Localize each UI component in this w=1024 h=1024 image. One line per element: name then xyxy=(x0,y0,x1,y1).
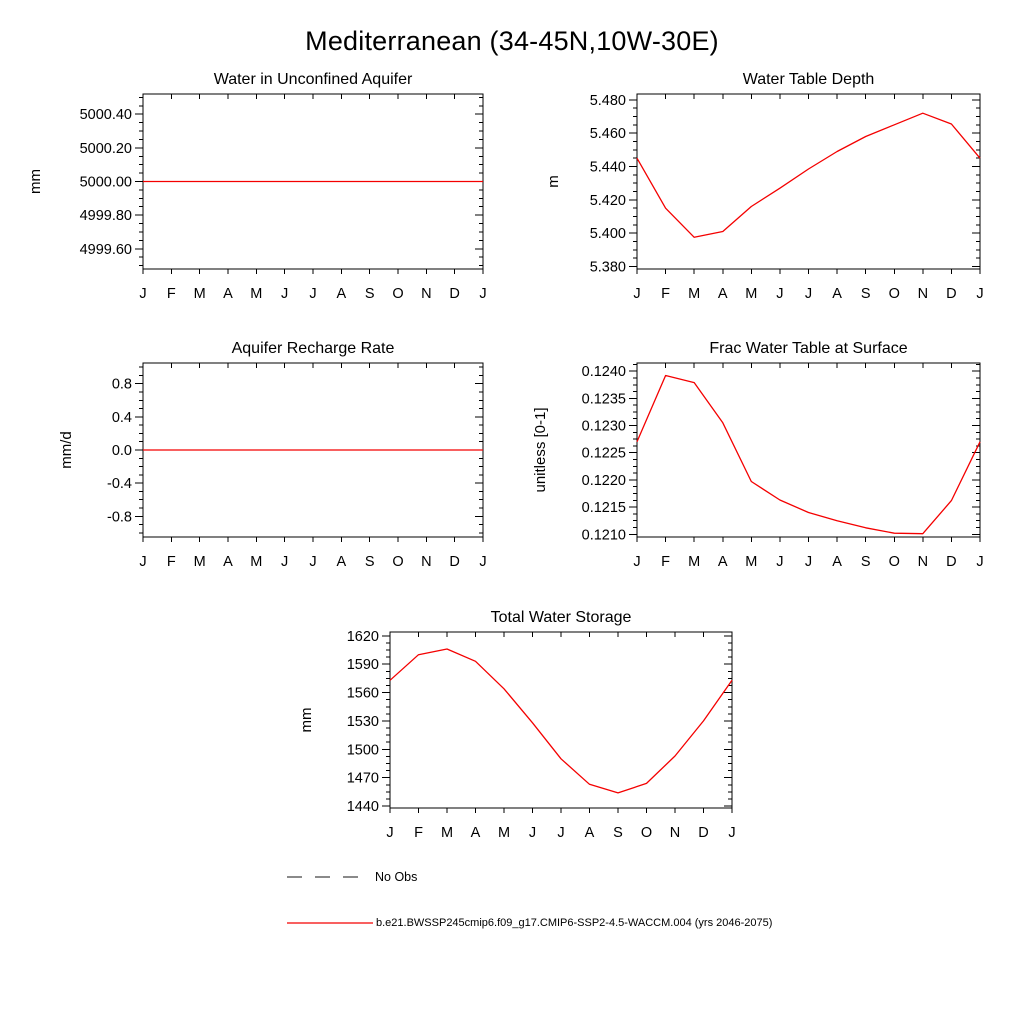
y-tick-label: 5.460 xyxy=(589,126,626,143)
x-tick-label: F xyxy=(414,825,423,841)
x-tick-label: J xyxy=(479,286,487,302)
x-tick-label: N xyxy=(917,286,929,302)
no-obs-label: No Obs xyxy=(375,870,418,884)
x-tick-label: N xyxy=(669,825,681,841)
x-tick-label: S xyxy=(860,554,871,570)
x-tick-label: M xyxy=(440,825,454,841)
x-tick-label: N xyxy=(917,554,929,570)
y-tick-label: 0.1225 xyxy=(581,445,626,462)
x-tick-label: N xyxy=(421,286,432,302)
plot-frame xyxy=(637,94,980,269)
plot-frame xyxy=(637,363,980,537)
y-axis-unit-label: mm/d xyxy=(58,431,75,469)
x-tick-label: J xyxy=(776,286,784,302)
y-axis-unit-label: mm xyxy=(27,169,44,194)
chart-title: Total Water Storage xyxy=(490,609,632,626)
y-tick-label: 5.400 xyxy=(589,226,626,243)
y-tick-label: 0.4 xyxy=(111,409,132,426)
x-tick-label: J xyxy=(633,286,641,302)
x-tick-label: F xyxy=(166,554,176,570)
x-tick-label: A xyxy=(717,286,728,302)
x-tick-label: J xyxy=(309,554,317,570)
x-tick-label: J xyxy=(633,554,641,570)
x-tick-label: O xyxy=(392,554,404,570)
x-tick-label: J xyxy=(976,286,984,302)
no-obs-swatch xyxy=(287,870,362,884)
x-tick-label: S xyxy=(364,554,375,570)
x-tick-label: A xyxy=(832,554,842,570)
y-tick-label: 1530 xyxy=(346,713,379,730)
y-tick-label: 1560 xyxy=(346,685,379,702)
x-tick-label: J xyxy=(386,825,394,841)
y-tick-label: 0.1230 xyxy=(581,418,626,435)
x-tick-label: S xyxy=(613,825,623,841)
chart-title: Frac Water Table at Surface xyxy=(709,340,908,357)
y-tick-label: 0.1240 xyxy=(581,364,626,381)
x-tick-label: A xyxy=(336,554,347,570)
y-tick-label: 5000.00 xyxy=(79,174,132,191)
x-tick-label: S xyxy=(860,286,871,302)
y-tick-label: 5.480 xyxy=(589,92,626,109)
series-line-model xyxy=(390,649,732,793)
x-tick-label: M xyxy=(688,286,701,302)
x-tick-label: F xyxy=(166,286,176,302)
chart-title: Aquifer Recharge Rate xyxy=(231,340,395,357)
x-tick-label: J xyxy=(139,286,147,302)
y-tick-label: -0.8 xyxy=(107,509,132,526)
chart-title: Water Table Depth xyxy=(742,71,875,88)
x-tick-label: D xyxy=(449,554,460,570)
x-tick-label: J xyxy=(804,286,813,302)
x-tick-label: J xyxy=(528,825,537,841)
x-tick-label: D xyxy=(946,286,957,302)
x-tick-label: M xyxy=(688,554,701,570)
y-tick-label: 1590 xyxy=(346,657,379,674)
x-tick-label: S xyxy=(364,286,375,302)
x-tick-label: J xyxy=(976,554,984,570)
x-tick-label: M xyxy=(193,554,206,570)
x-tick-label: M xyxy=(497,825,511,841)
y-tick-label: 1440 xyxy=(346,799,379,816)
x-tick-label: J xyxy=(479,554,487,570)
plot-frame xyxy=(390,632,732,808)
legend-entry-model-run xyxy=(287,916,772,930)
x-tick-label: O xyxy=(640,825,653,841)
y-axis-unit-label: mm xyxy=(298,707,315,733)
x-tick-label: J xyxy=(139,554,147,570)
y-tick-label: 0.0 xyxy=(111,443,132,459)
x-tick-label: N xyxy=(421,554,432,570)
x-tick-label: A xyxy=(832,286,842,302)
model-swatch xyxy=(287,916,373,930)
series-line-model xyxy=(637,376,980,534)
y-tick-label: 5000.20 xyxy=(79,140,132,157)
model-run-label: b.e21.BWSSP245cmip6.f09_g17.CMIP6-SSP2-4.5-WACCM.004 (yrs 2046-2075) xyxy=(376,917,773,929)
y-tick-label: 1620 xyxy=(346,628,379,645)
x-tick-label: J xyxy=(557,825,565,841)
x-tick-label: A xyxy=(470,825,481,841)
y-tick-label: 5.420 xyxy=(589,192,626,209)
x-tick-label: M xyxy=(745,286,758,302)
y-tick-label: 0.1215 xyxy=(581,500,626,517)
chart-total-water-storage xyxy=(298,609,736,841)
y-tick-label: 0.8 xyxy=(111,376,132,393)
x-tick-label: A xyxy=(223,286,233,302)
y-tick-label: 5.380 xyxy=(589,259,626,276)
x-tick-label: D xyxy=(946,554,957,570)
y-tick-label: 5000.40 xyxy=(79,107,132,124)
legend-entry-no-obs xyxy=(287,870,417,884)
y-axis-unit-label: m xyxy=(545,175,562,188)
y-tick-label: 4999.60 xyxy=(79,241,132,258)
x-tick-label: J xyxy=(281,286,289,302)
y-axis-unit-label: unitless [0-1] xyxy=(532,407,549,493)
y-tick-label: 0.1210 xyxy=(581,527,626,544)
x-tick-label: J xyxy=(309,286,317,302)
x-tick-label: J xyxy=(728,825,736,841)
x-tick-label: D xyxy=(449,286,460,302)
x-tick-label: O xyxy=(392,286,404,302)
x-tick-label: O xyxy=(888,286,900,302)
x-tick-label: M xyxy=(745,554,758,570)
y-tick-label: 5.440 xyxy=(589,159,626,176)
x-tick-label: J xyxy=(776,554,784,570)
x-tick-label: D xyxy=(698,825,709,841)
y-tick-label: 1470 xyxy=(346,770,379,787)
series-line-model xyxy=(637,113,980,237)
chart-aquifer-recharge-rate xyxy=(58,340,487,570)
chart-title: Water in Unconfined Aquifer xyxy=(213,71,413,88)
y-tick-label: 4999.80 xyxy=(79,208,132,225)
chart-water-in-unconfined-aquifer xyxy=(27,71,487,302)
y-tick-label: 0.1235 xyxy=(581,391,626,408)
chart-frac-water-table-at-surface xyxy=(532,340,984,570)
x-tick-label: O xyxy=(888,554,900,570)
x-tick-label: M xyxy=(250,286,263,302)
y-tick-label: -0.4 xyxy=(107,476,132,493)
x-tick-label: M xyxy=(250,554,263,570)
x-tick-label: M xyxy=(193,286,206,302)
x-tick-label: F xyxy=(661,286,671,302)
x-tick-label: J xyxy=(804,554,813,570)
x-tick-label: J xyxy=(281,554,289,570)
y-tick-label: 0.1220 xyxy=(581,472,626,489)
x-tick-label: A xyxy=(584,825,595,841)
x-tick-label: F xyxy=(661,554,671,570)
chart-water-table-depth xyxy=(545,71,984,302)
y-tick-label: 1500 xyxy=(346,742,379,759)
x-tick-label: A xyxy=(717,554,728,570)
page-title: Mediterranean (34-45N,10W-30E) xyxy=(305,26,719,56)
x-tick-label: A xyxy=(336,286,347,302)
x-tick-label: A xyxy=(223,554,233,570)
